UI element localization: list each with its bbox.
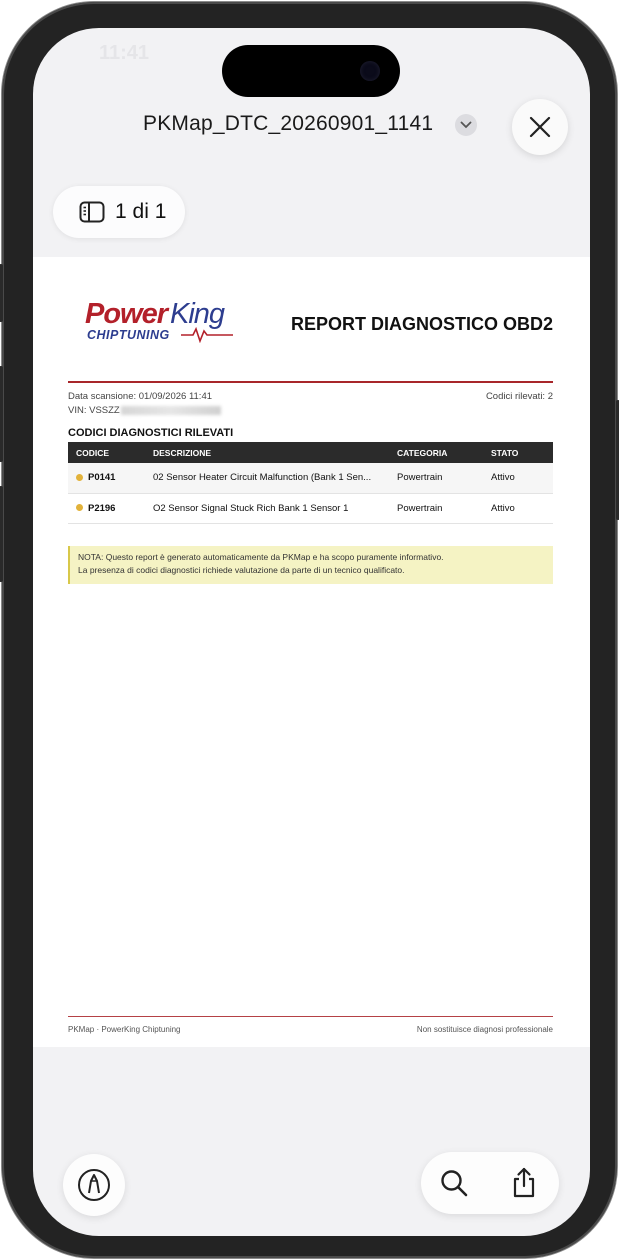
note-line-1: NOTA: Questo report è generato automaticamente da PKMap e ha scopo puramente informativo.	[78, 552, 444, 562]
dtc-code-cell	[68, 493, 145, 523]
scan-date: Data scansione: 01/09/2026 11:41	[68, 391, 213, 402]
svg-text:CHIPTUNING: CHIPTUNING	[87, 328, 170, 342]
chevron-down-icon	[460, 121, 472, 129]
codes-count: Codici rilevati: 2	[485, 391, 553, 402]
section-title: CODICI DIAGNOSTICI RILEVATI	[68, 427, 234, 439]
table-header-row	[68, 442, 553, 463]
search-button[interactable]	[435, 1164, 473, 1202]
dtc-category: Powertrain	[389, 463, 483, 493]
col-header-code: CODICE	[68, 442, 145, 463]
side-button-volume-up	[0, 366, 3, 462]
table-row	[68, 493, 553, 523]
dtc-status: Attivo	[483, 463, 553, 493]
search-icon	[439, 1168, 469, 1198]
svg-text:King: King	[170, 298, 225, 330]
side-button-volume-down	[0, 486, 3, 582]
dtc-code-cell	[68, 463, 145, 493]
page-indicator-label: 1 di 1	[115, 200, 167, 223]
close-icon	[528, 115, 552, 139]
status-dot-icon	[76, 504, 83, 511]
dynamic-island	[222, 45, 400, 97]
page-indicator-button[interactable]	[53, 186, 185, 238]
svg-text:Power: Power	[85, 298, 168, 330]
dtc-description: O2 Sensor Signal Stuck Rich Bank 1 Sensor 1	[145, 493, 389, 523]
col-header-description: DESCRIZIONE	[145, 442, 389, 463]
footer-right: Non sostituisce diagnosi professionale	[416, 1025, 553, 1034]
dtc-description: 02 Sensor Heater Circuit Malfunction (Bank 1 Sen...	[145, 463, 389, 493]
header-divider	[68, 381, 553, 383]
camera-icon	[360, 61, 380, 81]
status-dot-icon	[76, 474, 83, 481]
share-button[interactable]	[505, 1164, 543, 1202]
report-title: REPORT DIAGNOSTICO OBD2	[290, 314, 553, 334]
footer-left: PKMap · PowerKing Chiptuning	[68, 1025, 181, 1034]
document-page	[33, 257, 590, 1047]
table-row	[68, 463, 553, 493]
powerking-logo	[83, 293, 243, 343]
markup-pen-icon	[77, 1168, 111, 1202]
title-menu-button[interactable]	[455, 114, 477, 136]
screen	[33, 28, 590, 1236]
vin-row	[68, 405, 221, 416]
document-title[interactable]: PKMap_DTC_20260901_1141	[143, 112, 434, 135]
share-icon	[509, 1167, 539, 1199]
dtc-category: Powertrain	[389, 493, 483, 523]
dtc-code: P2196	[88, 502, 116, 514]
disclaimer-note	[68, 546, 553, 584]
note-line-2: La presenza di codici diagnostici richiede valutazione da parte di un tecnico qualificato.	[78, 565, 405, 575]
sidebar-icon	[79, 201, 105, 223]
status-time: 11:41	[99, 42, 150, 64]
dtc-table	[68, 442, 553, 524]
side-button-action	[0, 264, 3, 322]
toolbar-right-group	[421, 1152, 559, 1214]
dtc-status: Attivo	[483, 493, 553, 523]
footer-divider	[68, 1016, 553, 1017]
markup-button[interactable]	[63, 1154, 125, 1216]
phone-frame	[2, 2, 617, 1258]
vin-label: VIN: VSSZZ	[68, 405, 120, 416]
col-header-category: CATEGORIA	[389, 442, 483, 463]
col-header-status: STATO	[483, 442, 553, 463]
vin-redacted	[121, 406, 221, 415]
close-button[interactable]	[512, 99, 568, 155]
dtc-code: P0141	[88, 472, 116, 484]
title-bar	[33, 108, 590, 148]
